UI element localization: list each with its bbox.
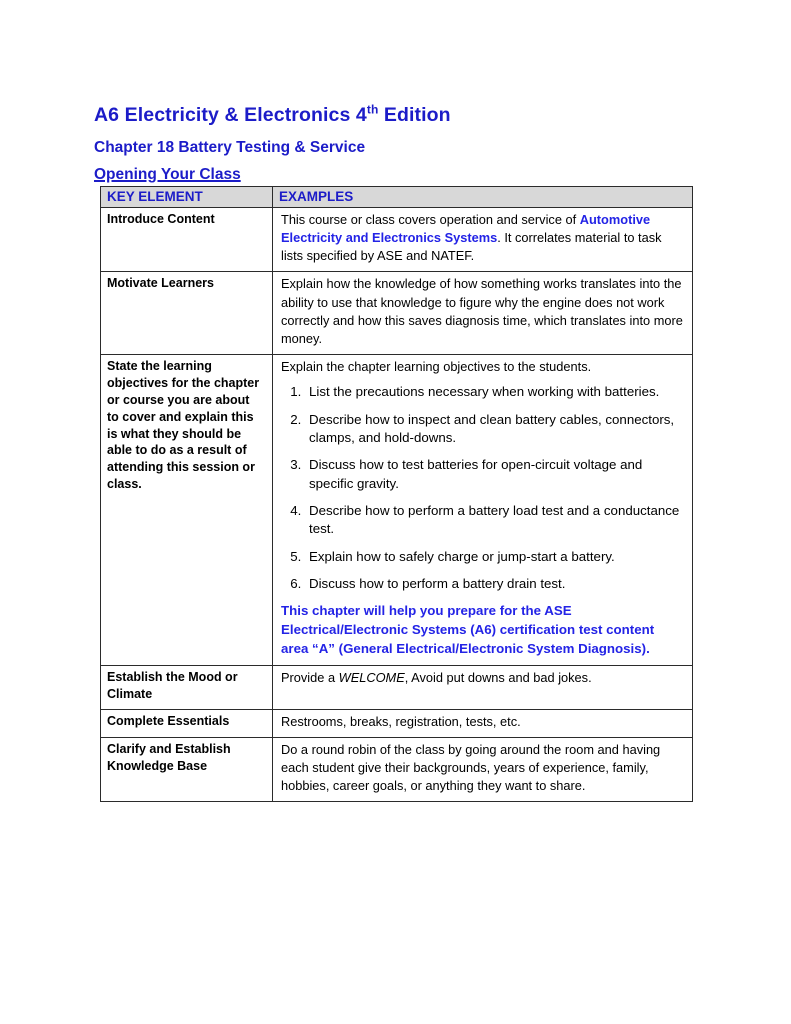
- examples-cell: Explain how the knowledge of how something works translates into the ability to use that knowledge to figure why the engine does not work correctly and how this saves diagnosis time, which translates into more money.: [273, 272, 693, 355]
- highlighted-course-name: Automotive Electricity and Electronics Systems: [281, 212, 651, 246]
- table-row-establish-mood: [101, 665, 693, 709]
- section-heading-text: Opening Your Class: [94, 166, 241, 183]
- ase-certification-note: This chapter will help you prepare for the ASE Electrical/Electronic Systems (A6) certification test content area “A” (General Electrical/Electronic System Diagnosis).: [281, 603, 655, 657]
- key-element-cell: State the learning objectives for the chapter or course you are about to cover and explain this is what they should be able to do as a result of attending this session or class.: [101, 355, 273, 666]
- page-title-end: Edition: [378, 104, 451, 126]
- key-element-cell: Complete Essentials: [101, 709, 273, 737]
- table-row-complete-essentials: [101, 709, 693, 737]
- examples-cell: [273, 208, 693, 272]
- objective-item: 2. Describe how to inspect and clean battery cables, connectors, clamps, and hold-downs.: [305, 411, 684, 448]
- objective-item: 5. Explain how to safely charge or jump-start a battery.: [305, 548, 684, 566]
- page-title: [94, 104, 694, 127]
- column-header-examples: EXAMPLES: [273, 187, 693, 208]
- page-title-superscript: th: [366, 102, 379, 117]
- column-header-key-element: KEY ELEMENT: [101, 187, 273, 208]
- page-title-main: A6 Electricity & Electronics 4: [94, 104, 367, 126]
- objectives-intro: Explain the chapter learning objectives to the students.: [281, 359, 592, 375]
- example-text: . It correlates material to task lists specified by ASE and NATEF.: [281, 230, 662, 264]
- examples-cell: [273, 355, 693, 666]
- table-header-row: [101, 187, 693, 208]
- welcome-emphasis: WELCOME: [338, 669, 405, 685]
- objectives-list: [281, 383, 684, 593]
- objective-item: 3. Discuss how to test batteries for open-circuit voltage and specific gravity.: [305, 456, 684, 493]
- examples-cell: Restrooms, breaks, registration, tests, etc.: [273, 709, 693, 737]
- examples-cell: [273, 665, 693, 709]
- objective-item: 1. List the precautions necessary when working with batteries.: [305, 383, 684, 401]
- section-heading: [94, 166, 694, 184]
- key-element-cell: Clarify and Establish Knowledge Base: [101, 737, 273, 801]
- document-page: [94, 104, 694, 802]
- objective-item: 4. Describe how to perform a battery load test and a conductance test.: [305, 502, 684, 539]
- table-row-motivate-learners: [101, 272, 693, 355]
- example-text: This course or class covers operation and service of: [281, 212, 580, 227]
- example-text: , Avoid put downs and bad jokes.: [404, 669, 592, 685]
- key-element-cell: Motivate Learners: [101, 272, 273, 355]
- key-elements-table: [100, 186, 693, 802]
- table-row-learning-objectives: [101, 355, 693, 666]
- key-element-cell: Introduce Content: [101, 208, 273, 272]
- examples-cell: Do a round robin of the class by going around the room and having each student give their backgrounds, years of experience, family, hobbies, career goals, or anything they want to share.: [273, 737, 693, 801]
- table-row-clarify-knowledge-base: [101, 737, 693, 801]
- table-row-introduce-content: [101, 208, 693, 272]
- key-element-cell: Establish the Mood or Climate: [101, 665, 273, 709]
- objective-item: 6. Discuss how to perform a battery drain test.: [305, 575, 684, 593]
- chapter-heading: Chapter 18 Battery Testing & Service: [94, 139, 366, 156]
- example-text: Provide a: [281, 669, 339, 685]
